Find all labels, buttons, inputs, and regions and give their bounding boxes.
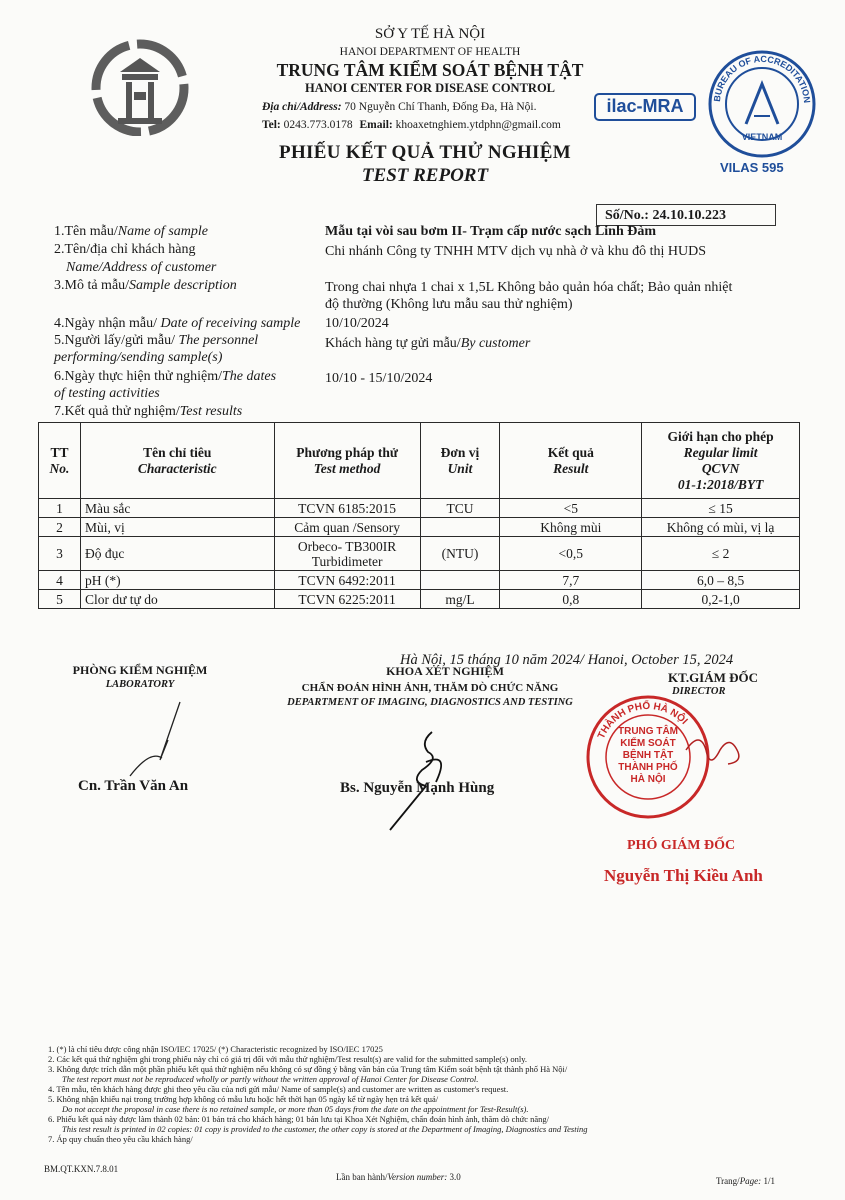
tel-label: Tel:	[262, 119, 281, 131]
info-label-dates-en: of testing activities	[54, 386, 160, 401]
col-header-result: Kết quả Result	[500, 423, 642, 499]
dept-signature	[370, 712, 470, 832]
ilac-mra-logo	[594, 90, 696, 124]
lab-signer-name: Cn. Trần Văn An	[78, 778, 189, 794]
footnote-5-en: Do not accept the proposal in case there is no retained sample, or more than 05 days from the date on the appointment for Test-Result(s).	[62, 1104, 529, 1114]
info-value-description-2: độ thường (Không lưu mẫu sau thử nghiệm)	[325, 297, 573, 312]
address-value: 70 Nguyễn Chí Thanh, Đống Đa, Hà Nội.	[344, 101, 537, 113]
info-value-dates: 10/10 - 15/10/2024	[325, 371, 433, 386]
dept-title: KHOA XÉT NGHIỆM	[386, 664, 504, 678]
ministry-name: SỞ Y TẾ HÀ NỘI	[374, 26, 486, 42]
info-label-customer: 2.Tên/địa chỉ khách hàng	[54, 242, 196, 257]
deputy-name: Nguyễn Thị Kiều Anh	[604, 866, 763, 885]
info-value-customer: Chi nhánh Công ty TNHH MTV dịch vụ nhà ở và khu đô thị HUDS	[325, 244, 706, 259]
lab-title-en: LABORATORY	[105, 679, 175, 690]
col-header-characteristic: Tên chỉ tiêu Characteristic	[80, 423, 274, 499]
center-name-en: HANOI CENTER FOR DISEASE CONTROL	[304, 81, 556, 95]
info-label-results: 7.Kết quả thử nghiệm/Test results	[54, 404, 243, 419]
stamp-ring-text: THÀNH PHỐ HÀ NỘI	[596, 700, 690, 741]
table-row: 2 Mùi, vị Cảm quan /Sensory Không mùi Không có mùi, vị lạ	[39, 518, 800, 537]
table-row: 4 pH (*) TCVN 6492:2011 7,7 6,0 – 8,5	[39, 571, 800, 590]
accreditation-ring-text: BUREAU OF ACCREDITATION	[711, 53, 813, 104]
table-header-row	[39, 423, 800, 499]
director-title: KT.GIÁM ĐỐC	[668, 670, 759, 685]
col-header-no: TT No.	[39, 423, 81, 499]
info-label-description: 3.Mô tả mẫu/Sample description	[54, 278, 237, 293]
info-label-sample: 1.Tên mẫu/Name of sample	[54, 224, 208, 239]
info-value-personnel: Khách hàng tự gửi mẫu/By customer	[325, 336, 531, 351]
footnote-2: 2. Các kết quả thử nghiệm ghi trong phiếu này chỉ có giá trị đối với mẫu thử nghiệm/Test result(s) are valid for the submitted sample(s) only.	[48, 1054, 528, 1064]
deputy-title: PHÓ GIÁM ĐỐC	[627, 838, 736, 853]
footnote-6: 6. Phiếu kết quả này được làm thành 02 bản: 01 bản trả cho khách hàng; 01 bản lưu tại Khoa Xét Nghiệm, chẩn đoán hình ảnh, thăm dò chức năng/	[48, 1114, 550, 1124]
page-info: Trang/Page: 1/1	[716, 1176, 775, 1186]
info-value-received: 10/10/2024	[325, 316, 389, 331]
footnote-4: 4. Tên mẫu, tên khách hàng được ghi theo yêu cầu của nơi gửi mẫu/ Name of sample(s) and customer are written as customer's request.	[48, 1084, 509, 1094]
report-title-en: TEST REPORT	[361, 165, 489, 186]
info-label-personnel-en: performing/sending sample(s)	[54, 350, 223, 365]
director-signature	[680, 720, 750, 780]
ilac-mra-text: ilac-MRA	[606, 96, 684, 116]
info-label-personnel: 5.Người lấy/gửi mẫu/ The personnel	[54, 333, 259, 348]
footnote-5: 5. Không nhận khiếu nại trong trường hợp không có mẫu lưu hoặc hết thời hạn 05 ngày kể từ ngày hẹn trả kết quả/	[48, 1094, 439, 1104]
dept-title-en: DEPARTMENT OF IMAGING, DIAGNOSTICS AND TESTING	[287, 697, 573, 708]
accreditation-seal	[706, 48, 818, 160]
footnote-1: 1. (*) là chỉ tiêu được công nhận ISO/IEC 17025/ (*) Characteristic recognized by ISO/IEC 17025	[48, 1044, 383, 1054]
info-label-dates: 6.Ngày thực hiện thử nghiệm/The dates	[54, 369, 277, 384]
results-table	[38, 422, 800, 609]
table-row: 1 Màu sắc TCVN 6185:2015 TCU <5 ≤ 15	[39, 499, 800, 518]
table-row: 5 Clor dư tự do TCVN 6225:2011 mg/L 0,8 0,2-1,0	[39, 590, 800, 609]
tel-value: 0243.773.0178	[283, 119, 353, 131]
form-code: BM.QT.KXN.7.8.01	[44, 1164, 119, 1174]
center-name: TRUNG TÂM KIỂM SOÁT BỆNH TẬT	[276, 60, 584, 80]
info-label-customer-en: Name/Address of customer	[66, 260, 217, 275]
footnote-3-en: The test report must not be reproduced wholly or partly without the written approval of Hanoi Center for Disease Control.	[62, 1074, 479, 1084]
date-line: Hà Nội, 15 tháng 10 năm 2024/ Hanoi, October 15, 2024	[400, 652, 734, 668]
report-title: PHIẾU KẾT QUẢ THỬ NGHIỆM	[279, 142, 571, 163]
vilas-label: VILAS 595	[720, 160, 784, 175]
hanoi-cdc-logo	[82, 36, 202, 136]
footnote-7: 7. Áp quy chuẩn theo yêu cầu khách hàng/	[48, 1134, 193, 1144]
info-label-received: 4.Ngày nhận mẫu/ Date of receiving sample	[54, 316, 301, 331]
col-header-unit: Đơn vị Unit	[420, 423, 500, 499]
email-value: khoaxetnghiem.ytdphn@gmail.com	[395, 119, 561, 131]
table-row: 3 Độ đục Orbeco- TB300IR Turbidimeter (NTU) <0,5 ≤ 2	[39, 537, 800, 571]
version-info: Lần ban hành/Version number: 3.0	[336, 1172, 461, 1182]
dept-subtitle: CHẨN ĐOÁN HÌNH ẢNH, THĂM DÒ CHỨC NĂNG	[301, 682, 559, 694]
footnote-6-en: This test result is printed in 02 copies: 01 copy is provided to the customer, the other copy is stored at the Department of Imaging, Diagnostics and Testing	[62, 1124, 588, 1134]
email-label: Email:	[359, 119, 393, 131]
address-line	[262, 101, 537, 113]
info-value-sample: Mẫu tại vòi sau bơm II- Trạm cấp nước sạch Linh Đàm	[325, 224, 657, 239]
stamp-center-text: TRUNG TÂM KIỂM SOÁT BỆNH TẬT THÀNH PHỐ HÀ NỘI	[618, 726, 678, 785]
dept-signer-name: Bs. Nguyễn Mạnh Hùng	[340, 780, 495, 796]
info-value-description: Trong chai nhựa 1 chai x 1,5L Không bảo quản hóa chất; Bảo quản nhiệt	[325, 280, 733, 295]
col-header-method: Phương pháp thử Test method	[274, 423, 420, 499]
address-label: Địa chỉ/Address:	[262, 101, 342, 113]
footnote-3: 3. Không được trích dẫn một phần phiếu kết quả thử nghiệm nếu không có sự đồng ý bằng văn bản của Trung tâm Kiểm soát bệnh tật thành phố Hà Nội/	[48, 1064, 568, 1074]
report-number: Số/No.: 24.10.10.223	[596, 204, 776, 226]
contact-line	[262, 119, 561, 131]
ministry-name-en: HANOI DEPARTMENT OF HEALTH	[339, 46, 521, 58]
accreditation-country: VIETNAM	[741, 132, 783, 142]
lab-title: PHÒNG KIỂM NGHIỆM	[72, 663, 208, 677]
director-title-en: DIRECTOR	[672, 686, 726, 697]
col-header-limit: Giới hạn cho phép Regular limit QCVN 01-1:2018/BYT	[642, 423, 800, 499]
lab-signature	[120, 700, 200, 780]
